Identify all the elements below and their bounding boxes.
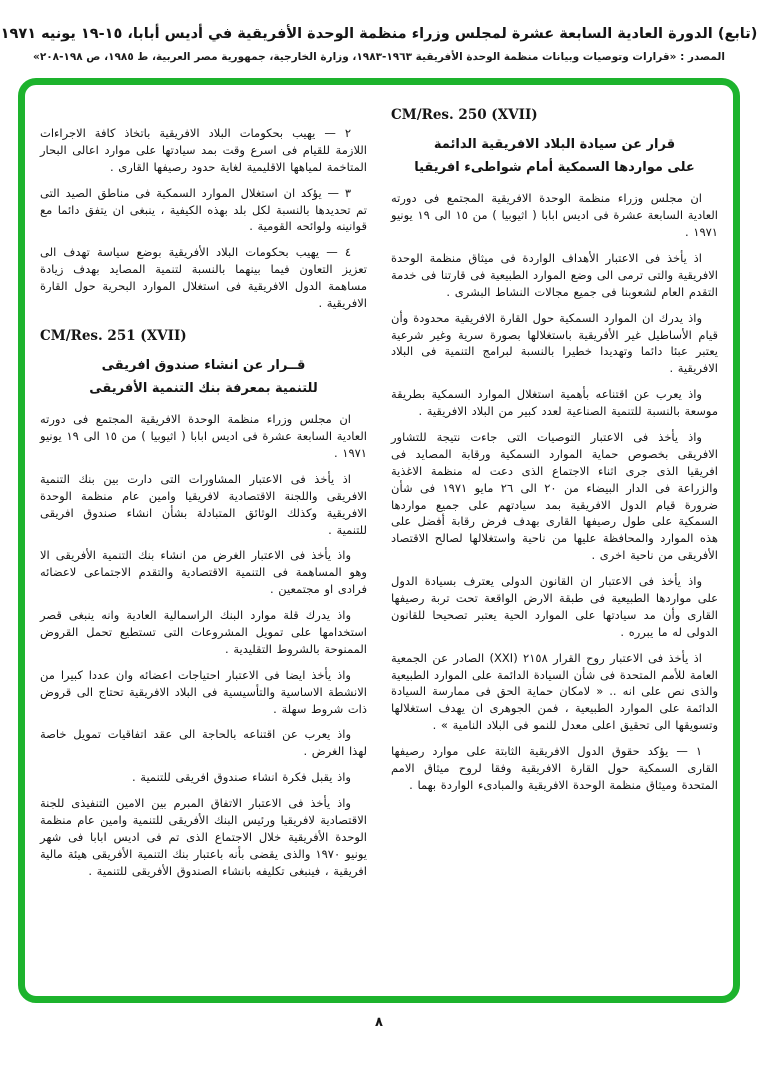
content-frame bbox=[18, 78, 740, 1003]
paragraph: واذ يأخذ فى الاعتبار الغرض من انشاء بنك التنمية الأفريقى الا وهو المساهمة فى التنمية الاقتصادية والتقدم الاجتماعى لاعضائه فرادى او مجتمعين . bbox=[40, 548, 367, 597]
header-session-line: (تابع) الدورة العادية السابعة عشرة لمجلس وزراء منظمة الوحدة الأفريقية في أديس أبابا، ١٥-١٩ يونيه ١٩٧١ bbox=[0, 26, 758, 42]
page-header bbox=[0, 0, 758, 63]
resolution-250-title bbox=[391, 135, 718, 178]
paragraph: واذ يأخذ ايضا فى الاعتبار احتياجات اعضائه وان عددا كبيرا من الانشطة الاساسية والتأسيسية فى البلاد الافريقية تحتاج الى قروض ذات شروط سهلة . bbox=[40, 667, 367, 716]
page-number: ٨ bbox=[375, 1015, 383, 1030]
paragraph: واذ يعرب عن اقتناعه بالحاجة الى عقد اتفاقيات تمويل خاصة لهذا الغرض . bbox=[40, 727, 367, 759]
paragraph: واذ يدرك قلة موارد البنك الراسمالية العادية وانه ينبغى قصر استخدامها على تمويل المشروعات التى تستطيع تحمل القروض الممنوحة بالشروط التقليدية . bbox=[40, 608, 367, 656]
resolution-251-column bbox=[40, 103, 367, 986]
paragraph: واذ يعرب عن اقتناعه بأهمية استغلال الموارد السمكية بطريقة موسعة بالنسبة للتنمية الصناعية لعدد كبير من البلاد الافريقية . bbox=[391, 387, 718, 419]
resolution-250-column bbox=[391, 103, 718, 986]
paragraph: ان مجلس وزراء منظمة الوحدة الافريقية المجتمع فى دورته العادية السابعة عشرة فى اديس ابابا ( اثيوبيا ) من ١٥ الى ١٩ يونيو ١٩٧١ . bbox=[40, 412, 367, 460]
resolution-251-id: CM/Res. 251 (XVII) bbox=[40, 327, 187, 344]
resolution-251-title bbox=[40, 356, 367, 399]
paragraph: اذ يأخذ فى الاعتبار المشاورات التى دارت بين بنك التنمية الافريقى واللجنة الاقتصادية لافريقيا وامين عام منظمة الوحدة الافريقية وكذلك الوثائق المتبادلة بشأن انشاء صندوق افريقى للتنمية . bbox=[40, 471, 367, 537]
resolution-251-title-line1: قــرار عن انشاء صندوق افريقى bbox=[101, 357, 306, 373]
header-source-line: المصدر : «قرارات وتوصيات وبيانات منظمة الوحدة الأفريقية ١٩٦٣-١٩٨٣، وزارة الخارجية، جمهورية مصر العربية، ط ١٩٨٥، ص ١٩٨-٢٠٨» bbox=[33, 51, 725, 63]
paragraph: واذ يأخذ فى الاعتبار ان القانون الدولى يعترف بسيادة الدول على مواردها الطبيعية فى طبقة الارض الواقعة تحت تربة رصيفها القارى وأن مد سيادتها على الموارد الحية يعتبر تصحيحا للقانون الدولى له ما يبرره . bbox=[391, 574, 718, 639]
paragraph: ٤ — يهيب بحكومات البلاد الأفريقية بوضع سياسة تهدف الى تعزيز التعاون فيما بينهما بالنسبة لتنمية المصايد بهدف زيادة مساهمة الدول الافريقية فى استغلال الموارد البحرية حول القارة الافريقية . bbox=[40, 245, 367, 311]
resolution-250-title-line1: قرار عن سيادة البلاد الافريقية الدائمة bbox=[433, 137, 676, 152]
paragraph: ٢ — يهيب بحكومات البلاد الافريقية باتخاذ كافة الاجراءات اللازمة للقيام فى اسرع وقت بمد سيادتها على موارد اعالى البحار المتاخمة لمياهها الاقليمية لغاية حدود رصيفها القارى . bbox=[40, 126, 367, 174]
paragraph: واذ يأخذ فى الاعتبار التوصيات التى جاءت نتيجة للتشاور الافريقى بخصوص حماية الموارد السمكية ورقابة المصايد فى افريقيا الذى جرى اثناء الاجتماع الذى دعت له منظمة الاغذية والزراعة فى الدار البيضاء من ٢٠ الى ٢٦ مايو ١٩٧١ فى شأن ضرورة قيام الدول الافريقية بمد سيادتهم على جميع مواردها السمكية على طول رصيفها القارى بهدف فرض رقابة أفضل على هذه الموارد والمحافظة عليها من ناحية واستغلالها لصالح الاقتصاد الأفريقى من ناحية اخرى . bbox=[391, 429, 718, 563]
resolution-251-title-line2: للتنمية بمعرفة بنك التنمية الأفريقى bbox=[89, 381, 318, 397]
paragraph: ٣ — يؤكد ان استغلال الموارد السمكية فى مناطق الصيد التى تم تحديدها بالنسبة لكل بلد بهذه الكيفية ، ينبغى ان يتفق دائما مع قوانينه ولوائحه القومية . bbox=[40, 185, 367, 234]
paragraph: واذ يقبل فكرة انشاء صندوق افريقى للتنمية . bbox=[131, 770, 351, 785]
resolution-250-id: CM/Res. 250 (XVII) bbox=[391, 107, 538, 123]
paragraph: اذ يأخذ فى الاعتبار روح القرار ٢١٥٨ (XXI) الصادر عن الجمعية العامة للأمم المتحدة فى شأن السيادة الدائمة على الموارد الطبيعية والذى نص على انه .. « لامكان حماية الحق فى ممارسة السيادة الدائمة على الموارد الطبيعية ، فمن الجوهرى ان يهدف استغلالها وتسويقها الى تحقيق اعلى معدل للنمو فى البلاد النامية » . bbox=[391, 650, 718, 733]
paragraph: واذ يدرك ان الموارد السمكية حول القارة الافريقية محدودة وأن قيام الأساطيل غير الأفريقية باستغلالها بصورة سرية وغير شرعية يعتبر عبئا دائما وتهديدا خطيرا بالنسبة لبرامج التنمية فى البلاد الافريقية . bbox=[391, 310, 718, 376]
paragraph: اذ يأخذ فى الاعتبار الأهداف الواردة فى ميثاق منظمة الوحدة الافريقية والتى ترمى الى وضع الموارد الطبيعية فى قارتنا فى خدمة التقدم العام لشعوبنا فى جميع مجالات النشاط البشرى . bbox=[391, 250, 718, 299]
paragraph: ان مجلس وزراء منظمة الوحدة الافريقية المجتمع فى دورته العادية السابعة عشرة فى اديس ابابا ( اثيوبيا ) من ١٥ الى ١٩ يونيو ١٩٧١ . bbox=[391, 191, 718, 240]
paragraph: واذ يأخذ فى الاعتبار الاتفاق المبرم بين الامين التنفيذى للجنة الاقتصادية لافريقيا ورئيس البنك الأفريقى للتنمية وامين عام منظمة الوحدة الأفريقية خلال الاجتماع الذى تم فى اديس ابابا فى شهر يونيو ١٩٧٠ والذى يقضى بأنه باعتبار بنك التنمية الأفريقى هيئة مالية افريقية ، فينبغى تكليفه بانشاء الصندوق الأفريقى للتنمية . bbox=[40, 796, 367, 878]
paragraph: ١ — يؤكد حقوق الدول الافريقية الثابتة على موارد رصيفها القارى السمكية حول القارة الافريقية وفقا لروح ميثاق الامم المتحدة وميثاق منظمة الوحدة الافريقية والمبادىء الواردة بهما . bbox=[391, 744, 718, 792]
resolution-250-title-line2: على مواردها السمكية أمام شواطىء افريقيا bbox=[414, 160, 695, 176]
two-column-layout bbox=[40, 103, 718, 986]
